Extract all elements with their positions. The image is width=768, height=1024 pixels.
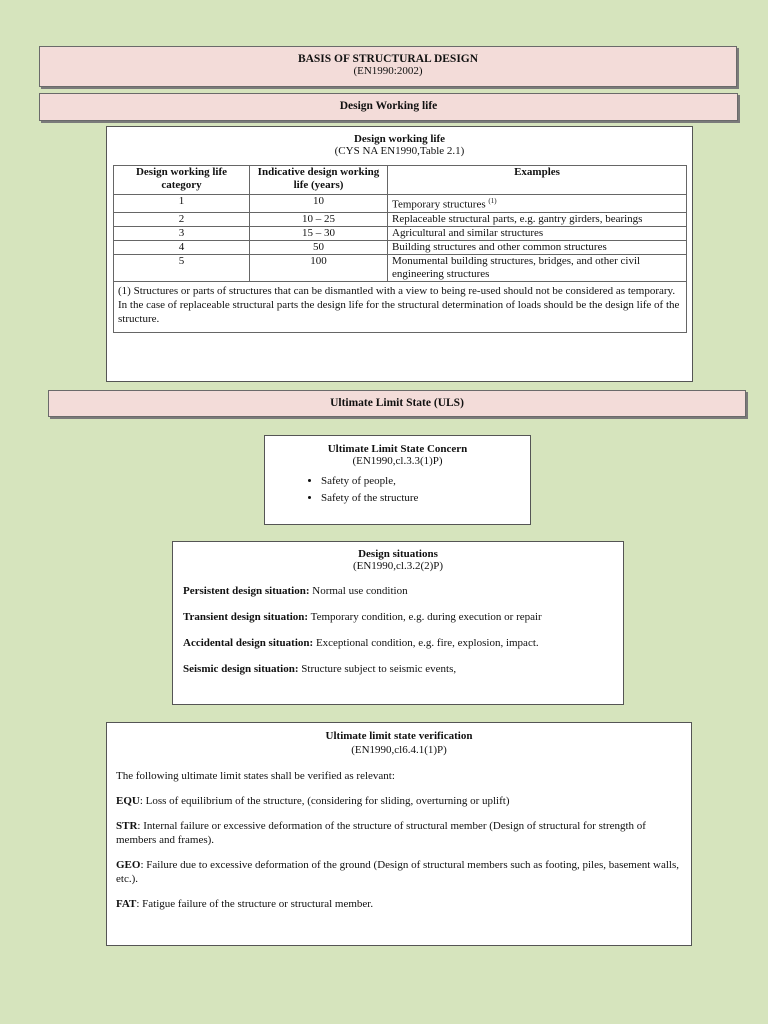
section-title: Ultimate Limit State (ULS) [330,397,464,409]
box-reference: (EN1990,cl.3.3(1)P) [352,455,443,467]
section-banner-working-life [39,93,738,121]
list-item: • Safety of people, [321,473,530,490]
table-row [114,195,687,213]
verification-equ: EQU: Loss of equilibrium of the structure, (considering for sliding, overturning or uplift) [116,795,510,807]
column-header: Indicative design working life (years) [250,166,388,195]
section-banner-uls [48,390,746,417]
table-cell: 1 [114,195,250,213]
box-reference: (EN1990,cl.3.2(2)P) [352,560,444,572]
table-cell: 3 [114,226,250,240]
table-cell: Monumental building structures, bridges, and other civil engineering structures [388,254,687,281]
table-notes-row [114,281,687,332]
table-cell: 4 [114,240,250,254]
table-notes-cell [114,281,687,332]
list-item: • Safety of the structure [321,490,530,507]
uls-verification-box [106,722,692,946]
column-header: Design working life category [114,166,250,195]
table-cell: 15 – 30 [250,226,388,240]
box-title: Design working life [353,133,446,145]
design-situations-box [172,541,624,705]
table-cell: 5 [114,254,250,281]
note-temporary: (1) Structures or parts of structures that can be dismantled with a view to being re-used should not be considered as temporary. [118,284,676,297]
table-cell: Building structures and other common structures [388,240,687,254]
working-life-table [113,165,687,333]
situation-persistent: Persistent design situation: Normal use condition [183,585,408,597]
table-cell: Replaceable structural parts, e.g. gantry girders, bearings [388,212,687,226]
table-row [114,212,687,226]
box-title: Ultimate limit state verification [325,730,473,742]
verification-fat: FAT: Fatigue failure of the structure or structural member. [116,898,374,910]
example-text: Temporary structures [392,198,486,211]
footnote-mark: (1) [488,197,497,205]
section-title: Design Working life [339,100,438,112]
verification-geo: GEO: Failure due to excessive deformation of the ground (Design of structural members such as footing, piles, basement walls, etc.). [116,859,680,885]
verification-intro: The following ultimate limit states shall be verified as relevant: [116,770,395,782]
situation-transient: Transient design situation: Temporary condition, e.g. during execution or repair [183,611,542,623]
table-row [114,254,687,281]
working-life-box [106,126,693,382]
box-title: Design situations [358,548,438,560]
table-cell [388,195,687,213]
uls-concern-box [264,435,531,525]
situation-accidental: Accidental design situation: Exceptional condition, e.g. fire, explosion, impact. [183,637,539,649]
table-cell: 100 [250,254,388,281]
concern-list [265,473,530,507]
page-title: BASIS OF STRUCTURAL DESIGN [297,53,479,65]
verification-str: STR: Internal failure or excessive deformation of the structure of structural member (Design of structural for strength of members and frames). [116,820,646,846]
table-cell: Agricultural and similar structures [388,226,687,240]
header-banner [39,46,737,87]
situation-seismic: Seismic design situation: Structure subject to seismic events, [183,663,457,675]
box-reference: (EN1990,cl6.4.1(1)P) [351,744,447,756]
page-subtitle: (EN1990:2002) [353,65,423,77]
note-replaceable: In the case of replaceable structural parts the design life for the structural determination of loads should be the design life of the structure. [118,298,680,325]
table-cell: 10 [250,195,388,213]
table-cell: 50 [250,240,388,254]
table-cell: 10 – 25 [250,212,388,226]
table-row [114,226,687,240]
table-row [114,240,687,254]
box-reference: (CYS NA EN1990,Table 2.1) [334,145,465,157]
box-title: Ultimate Limit State Concern [327,443,468,455]
table-header-row [114,166,687,195]
column-header: Examples [388,166,687,195]
table-cell: 2 [114,212,250,226]
